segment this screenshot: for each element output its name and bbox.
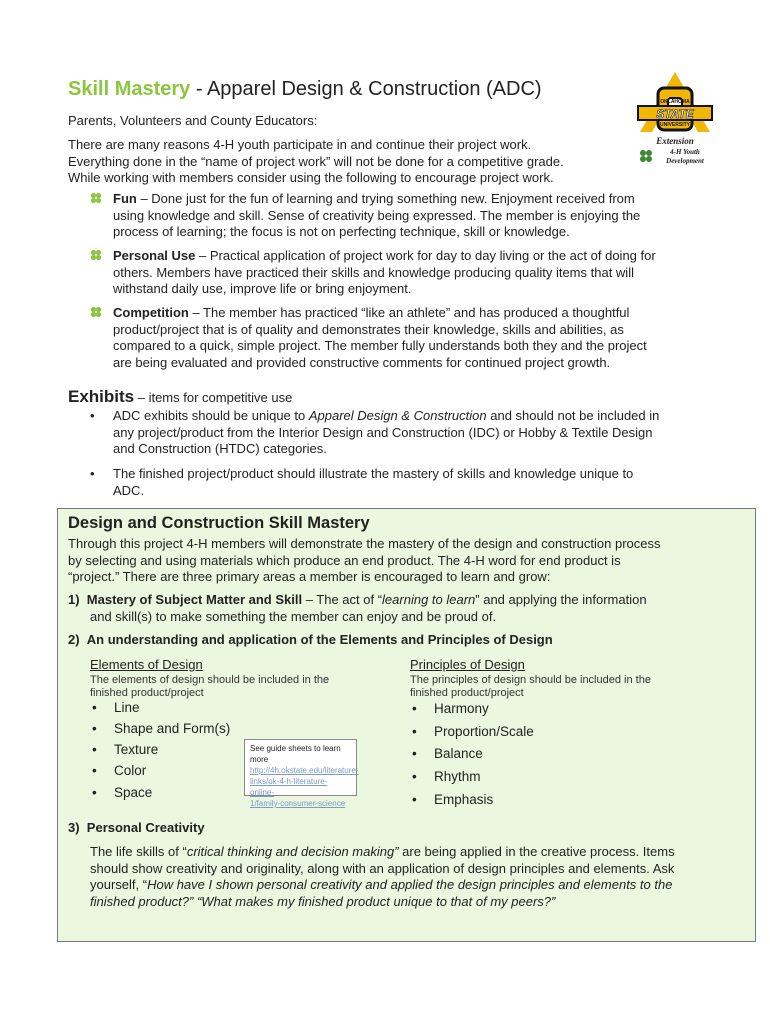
title-rest: - Apparel Design & Construction (ADC) bbox=[190, 78, 542, 100]
section-heading: Personal Creativity bbox=[86, 820, 205, 835]
principle-label: Rhythm bbox=[434, 769, 481, 784]
section-text-italic: learning to learn bbox=[382, 592, 476, 607]
reason-text: compared to a quick, simple project. The member fully understands both they and the project bbox=[113, 338, 647, 353]
logo-top-text: OKLAHOMA bbox=[660, 99, 690, 105]
bullet-icon: • bbox=[92, 785, 97, 800]
clover-icon bbox=[90, 249, 102, 261]
section-text: The life skills of “ bbox=[90, 844, 187, 859]
reason-text: product/project that is of quality and demonstrates their knowledge, skills and abilities, as bbox=[113, 321, 624, 337]
section-text: ” and applying the information bbox=[475, 592, 647, 607]
guide-link[interactable]: links/ok-4-h-literature-online- bbox=[250, 777, 328, 797]
element-label: Texture bbox=[114, 742, 159, 757]
guide-text: See guide sheets to learn more bbox=[250, 744, 341, 764]
section-text: and skill(s) to make something the member can enjoy and be proud of. bbox=[90, 608, 497, 624]
exhibits-title: Exhibits bbox=[68, 387, 135, 406]
intro-line: Everything done in the “name of project work” will not be done for a competitive grade. bbox=[68, 153, 564, 169]
clover-icon bbox=[90, 306, 102, 318]
principles-title: Principles of Design bbox=[410, 657, 525, 672]
exhibit-rule bbox=[90, 408, 705, 458]
logo-state-text: STATE bbox=[656, 107, 694, 121]
reason-competition bbox=[90, 305, 700, 371]
bullet-icon: • bbox=[412, 769, 417, 784]
reason-text: are being evaluated and provided constructive comments for continued project growth. bbox=[113, 354, 611, 370]
principles-column bbox=[410, 657, 651, 700]
section-personal-creativity bbox=[68, 820, 205, 835]
guide-link[interactable]: 1/family-consumer-science bbox=[250, 799, 346, 808]
bullet-icon: • bbox=[90, 466, 95, 481]
bullet-icon: • bbox=[412, 792, 417, 807]
section-text: yourself, “ bbox=[90, 877, 148, 892]
elements-column bbox=[90, 657, 329, 700]
skill-mastery-intro bbox=[68, 536, 708, 586]
reason-text: – Done just for the fun of learning and trying something new. Enjoyment received from bbox=[140, 191, 635, 206]
principle-label: Proportion/Scale bbox=[434, 724, 534, 739]
page-title bbox=[68, 78, 542, 101]
intro-line: “project.” There are three primary areas a member is encouraged to learn and grow: bbox=[68, 569, 551, 584]
elements-note: finished product/project bbox=[90, 686, 204, 699]
logo-youth-text: 4-H Youth bbox=[670, 148, 700, 156]
section-text-italic: finished product?” “What makes my finished product unique to that of my peers?” bbox=[90, 893, 556, 909]
exhibit-text: ADC. bbox=[113, 482, 145, 498]
element-label: Shape and Form(s) bbox=[114, 721, 231, 736]
principle-label: Harmony bbox=[434, 701, 489, 716]
exhibit-text: any project/product from the Interior Design and Construction (IDC) or Hobby & Textile Design bbox=[113, 424, 653, 440]
reason-personal-use bbox=[90, 248, 700, 298]
exhibit-text: ADC exhibits should be unique to bbox=[113, 408, 309, 423]
skill-mastery-title: Design and Construction Skill Mastery bbox=[68, 514, 370, 532]
personal-creativity-text bbox=[90, 844, 730, 910]
principles-note: finished product/project bbox=[410, 686, 524, 699]
intro-line: While working with members consider using the following to encourage project work. bbox=[68, 170, 554, 185]
audience-line: Parents, Volunteers and County Educators: bbox=[68, 113, 318, 128]
clover-icon bbox=[90, 192, 102, 204]
reason-label: Competition bbox=[113, 305, 189, 320]
logo-university-text: UNIVERSITY bbox=[659, 122, 691, 128]
bullet-icon: • bbox=[92, 700, 97, 715]
reason-text: – The member has practiced “like an athlete” and has produced a thoughtful bbox=[192, 305, 630, 320]
section-text: should show creativity and originality, along with an application of design principles and elements. Ask bbox=[90, 860, 675, 876]
principles-note: The principles of design should be included in the bbox=[410, 673, 651, 686]
principle-label: Balance bbox=[434, 746, 483, 761]
reason-label: Personal Use bbox=[113, 248, 196, 263]
section-text-italic: critical thinking and decision making” bbox=[186, 844, 399, 859]
section-number: 3) bbox=[68, 820, 80, 835]
section-text: are being applied in the creative process. Items bbox=[398, 844, 675, 859]
bullet-icon: • bbox=[92, 742, 97, 757]
section-mastery-subject bbox=[68, 592, 708, 625]
exhibit-text: The finished project/product should illustrate the mastery of skills and knowledge unique to bbox=[113, 466, 634, 481]
exhibit-text: and should not be included in bbox=[486, 408, 660, 423]
principle-label: Emphasis bbox=[434, 792, 494, 807]
bullet-icon: • bbox=[90, 408, 95, 423]
intro-line: Through this project 4-H members will demonstrate the mastery of the design and construction process bbox=[68, 536, 661, 551]
osu-extension-logo bbox=[630, 70, 720, 170]
guide-link[interactable]: http://4h.okstate.edu/literature- bbox=[250, 766, 359, 775]
elements-title: Elements of Design bbox=[90, 657, 203, 672]
reason-text: process of learning; the focus is not on perfecting technique, skill or knowledge. bbox=[113, 224, 570, 239]
exhibit-text: and Construction (HTDC) categories. bbox=[113, 441, 327, 456]
reason-text: – Practical application of project work for day to day living or the act of doing for bbox=[199, 248, 656, 263]
section-heading: An understanding and application of the Elements and Principles of Design bbox=[86, 632, 553, 647]
bullet-icon: • bbox=[92, 763, 97, 778]
logo-development-text: Development bbox=[666, 157, 704, 165]
section-text-italic: How have I shown personal creativity and applied the design principles and elements to the bbox=[147, 877, 673, 892]
section-number: 1) bbox=[68, 592, 80, 607]
reason-text: withstand daily use, improve life or bring enjoyment. bbox=[113, 281, 412, 296]
section-elements-principles bbox=[68, 632, 553, 647]
guide-sheets-note bbox=[244, 739, 359, 808]
exhibit-rule bbox=[90, 466, 705, 499]
intro-line: There are many reasons 4-H youth participate in and continue their project work. bbox=[68, 137, 532, 152]
clover-icon bbox=[640, 150, 652, 162]
bullet-icon: • bbox=[412, 701, 417, 716]
logo-extension-text: Extension bbox=[656, 136, 694, 146]
title-highlight: Skill Mastery bbox=[68, 78, 191, 100]
exhibit-text-italic: Apparel Design & Construction bbox=[308, 408, 487, 423]
exhibits-heading bbox=[68, 387, 292, 407]
section-heading: Mastery of Subject Matter and Skill bbox=[86, 592, 303, 607]
reason-fun bbox=[90, 191, 700, 241]
section-text: – The act of “ bbox=[302, 592, 383, 607]
logo-graphic bbox=[630, 70, 720, 170]
exhibits-subtitle: – items for competitive use bbox=[134, 390, 293, 405]
reason-text: using knowledge and skill. Sense of creativity being expressed. The member is enjoying the bbox=[113, 207, 641, 223]
elements-note: The elements of design should be included in the bbox=[90, 673, 330, 686]
intro-line: by selecting and using materials which produce an end product. The 4-H word for end product is bbox=[68, 552, 621, 568]
bullet-icon: • bbox=[412, 746, 417, 761]
element-label: Space bbox=[114, 785, 153, 800]
reason-label: Fun bbox=[113, 191, 137, 206]
bullet-icon: • bbox=[412, 724, 417, 739]
reason-text: others. Members have practiced their skills and knowledge producing quality items that will bbox=[113, 264, 634, 280]
section-number: 2) bbox=[68, 632, 80, 647]
element-label: Color bbox=[114, 763, 147, 778]
bullet-icon: • bbox=[92, 721, 97, 736]
intro-paragraph bbox=[68, 137, 608, 187]
element-label: Line bbox=[114, 700, 140, 715]
